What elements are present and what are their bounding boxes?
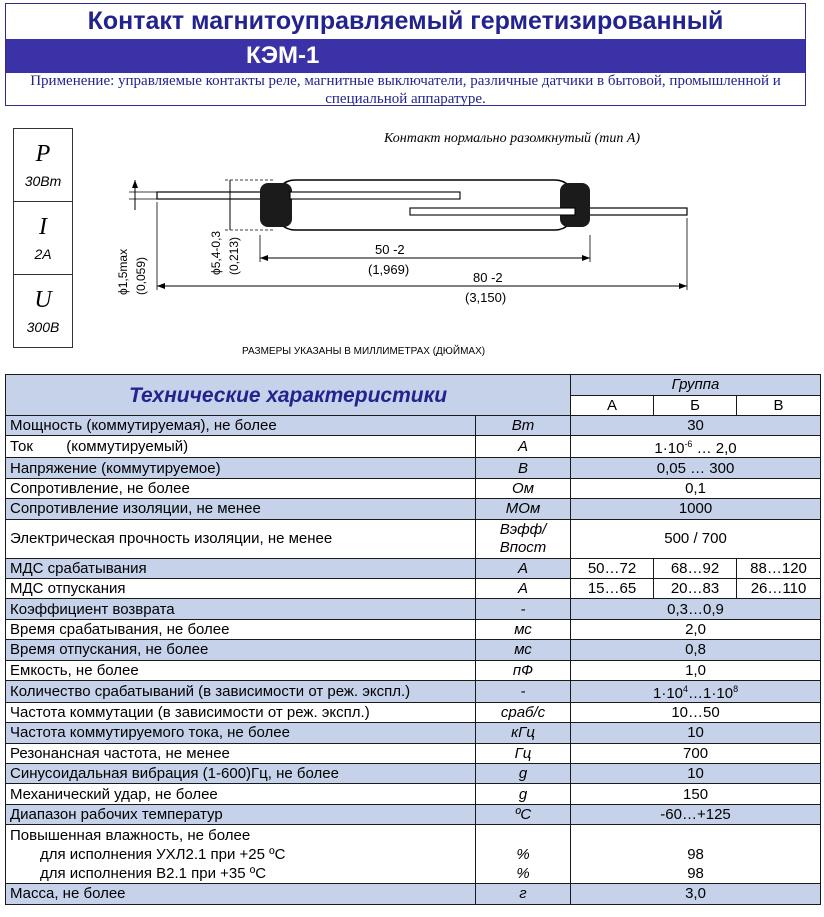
table-row	[6, 743, 821, 763]
row-unit: %	[516, 846, 530, 864]
row-value: 0,1	[571, 478, 821, 498]
row-name: Время срабатывания, не более	[6, 619, 476, 639]
row-value: 0,05 … 300	[571, 458, 821, 478]
row-name: Мощность (коммутируемая), не более	[6, 416, 476, 436]
row-unit: g	[476, 764, 571, 784]
row-name: Емкость, не более	[6, 660, 476, 680]
dim-length-inner: 50 -2	[375, 242, 405, 257]
table-row	[6, 558, 821, 578]
row-value: 1,0	[571, 660, 821, 680]
row-name: для исполнения УХЛ2.1 при +25 ºС	[40, 845, 286, 863]
table-row	[6, 478, 821, 498]
row-value: 30	[571, 416, 821, 436]
row-name-humidity	[6, 825, 476, 884]
dim-body-in: (0,213)	[227, 236, 241, 275]
row-unit: A	[476, 436, 571, 458]
row-unit: В	[476, 458, 571, 478]
row-unit: Вэфф/ Впост	[476, 519, 571, 558]
row-value: 10…50	[571, 702, 821, 722]
row-name: Количество срабатываний (в зависимости от реж. экспл.)	[6, 680, 476, 702]
row-value: -60…+125	[571, 804, 821, 824]
group-header: Группа	[571, 375, 821, 396]
dim-diameter-in: (0,059)	[134, 256, 148, 295]
row-value: 10	[571, 764, 821, 784]
table-row	[6, 416, 821, 436]
table-row	[6, 519, 821, 558]
param-current	[13, 201, 73, 275]
table-row	[6, 578, 821, 598]
row-value: 98	[687, 865, 704, 883]
row-value: $1\cdot 10^{-6}$ … 2,0	[571, 436, 821, 458]
row-name: Ток (коммутируемый)	[6, 436, 476, 458]
row-name: Частота коммутации (в зависимости от реж. экспл.)	[6, 702, 476, 722]
dim-body: ϕ5,4-0,3	[209, 230, 223, 275]
left-seal	[260, 183, 292, 227]
row-name: Коэффициент возврата	[6, 599, 476, 619]
row-unit: -	[476, 599, 571, 619]
row-value-a: 15…65	[571, 578, 654, 598]
row-name: Повышенная влажность, не более	[10, 826, 251, 844]
row-name: Механический удар, не более	[6, 784, 476, 804]
glass-body	[275, 180, 575, 230]
row-name: Диапазон рабочих температур	[6, 804, 476, 824]
row-value-b: 20…83	[654, 578, 737, 598]
row-unit: сраб/с	[476, 702, 571, 722]
row-unit: g	[476, 784, 571, 804]
row-unit: -	[476, 680, 571, 702]
table-row	[6, 804, 821, 824]
group-col-b: Б	[654, 395, 737, 416]
row-unit: г	[476, 884, 571, 904]
dim-length-total-in: (3,150)	[465, 290, 507, 305]
row-name: Синусоидальная вибрация (1-600)Гц, не более	[6, 764, 476, 784]
application-text: Применение: управляемые контакты реле, магнитные выключатели, различные датчики в бытовой, промышленной и специальной аппаратуре.	[30, 73, 781, 107]
dim-length-inner-in: (1,969)	[368, 262, 410, 277]
page-title: Контакт магнитоуправляемый герметизированный	[87, 7, 724, 35]
row-value: 0,8	[571, 640, 821, 660]
table-row-humidity	[6, 825, 821, 884]
row-name: МДС срабатывания	[6, 558, 476, 578]
table-row	[6, 764, 821, 784]
row-value: 700	[571, 743, 821, 763]
row-value-v: 88…120	[737, 558, 821, 578]
left-lead	[157, 192, 267, 199]
row-unit: A	[476, 578, 571, 598]
right-seal	[560, 183, 590, 227]
row-unit: пФ	[476, 660, 571, 680]
row-name: Напряжение (коммутируемое)	[6, 458, 476, 478]
row-unit: A	[476, 558, 571, 578]
reed-switch-drawing	[105, 150, 705, 340]
table-row	[6, 640, 821, 660]
row-name: Сопротивление, не более	[6, 478, 476, 498]
row-unit: мс	[476, 619, 571, 639]
left-reed	[290, 192, 460, 199]
row-name: Время отпускания, не более	[6, 640, 476, 660]
row-unit: Вт	[476, 416, 571, 436]
table-row	[6, 436, 821, 458]
diagram-caption: Контакт нормально разомкнутый (тип А)	[384, 131, 641, 146]
row-value: 1000	[571, 499, 821, 519]
row-value: 98	[687, 846, 704, 864]
model-bar: КЭМ-1	[6, 39, 805, 73]
row-name: Электрическая прочность изоляции, не менее	[6, 519, 476, 558]
specs-table	[5, 374, 821, 905]
param-symbol: P	[35, 141, 51, 167]
param-value: 2A	[34, 246, 52, 262]
row-unit: %	[516, 865, 530, 883]
row-value: 10	[571, 723, 821, 743]
param-power	[13, 128, 73, 202]
right-reed	[410, 208, 575, 215]
table-row	[6, 619, 821, 639]
row-unit: ºС	[476, 804, 571, 824]
row-value-v: 26…110	[737, 578, 821, 598]
row-name: МДС отпускания	[6, 578, 476, 598]
title-block	[5, 3, 806, 106]
table-row	[6, 784, 821, 804]
param-symbol: I	[39, 214, 47, 240]
table-title: Технические характеристики	[6, 375, 571, 416]
table-row	[6, 660, 821, 680]
dim-length-total: 80 -2	[473, 270, 503, 285]
dim-diameter: ϕ1,5max	[116, 248, 130, 295]
param-symbol: U	[34, 287, 52, 313]
row-value: 2,0	[571, 619, 821, 639]
param-value: 30Вт	[24, 173, 62, 189]
param-value: 300В	[26, 319, 60, 335]
row-value-b: 68…92	[654, 558, 737, 578]
units-note: РАЗМЕРЫ УКАЗАНЫ В МИЛЛИМЕТРАХ (ДЮЙМАХ)	[242, 346, 486, 357]
table-row	[6, 884, 821, 904]
table-row	[6, 723, 821, 743]
row-value: 500 / 700	[571, 519, 821, 558]
row-unit: МОм	[476, 499, 571, 519]
group-col-v: В	[737, 395, 821, 416]
table-row	[6, 458, 821, 478]
table-row	[6, 680, 821, 702]
row-value-a: 50…72	[571, 558, 654, 578]
row-value: 3,0	[571, 884, 821, 904]
row-unit: Гц	[476, 743, 571, 763]
row-unit: Ом	[476, 478, 571, 498]
row-name: Сопротивление изоляции, не менее	[6, 499, 476, 519]
table-row	[6, 702, 821, 722]
right-lead	[575, 208, 687, 215]
row-unit: мс	[476, 640, 571, 660]
row-name: Резонансная частота, не менее	[6, 743, 476, 763]
row-unit-humidity	[476, 825, 571, 884]
row-name: для исполнения В2.1 при +35 ºС	[40, 864, 267, 882]
table-row	[6, 499, 821, 519]
row-unit: кГц	[476, 723, 571, 743]
table-row	[6, 599, 821, 619]
row-value-humidity	[571, 825, 821, 884]
param-voltage	[13, 274, 73, 348]
row-value: 150	[571, 784, 821, 804]
row-value: $1\cdot 10^4\dots 1\cdot 10^8$	[571, 680, 821, 702]
row-value: 0,3…0,9	[571, 599, 821, 619]
row-name: Частота коммутируемого тока, не более	[6, 723, 476, 743]
row-name: Масса, не более	[6, 884, 476, 904]
group-col-a: A	[571, 395, 654, 416]
